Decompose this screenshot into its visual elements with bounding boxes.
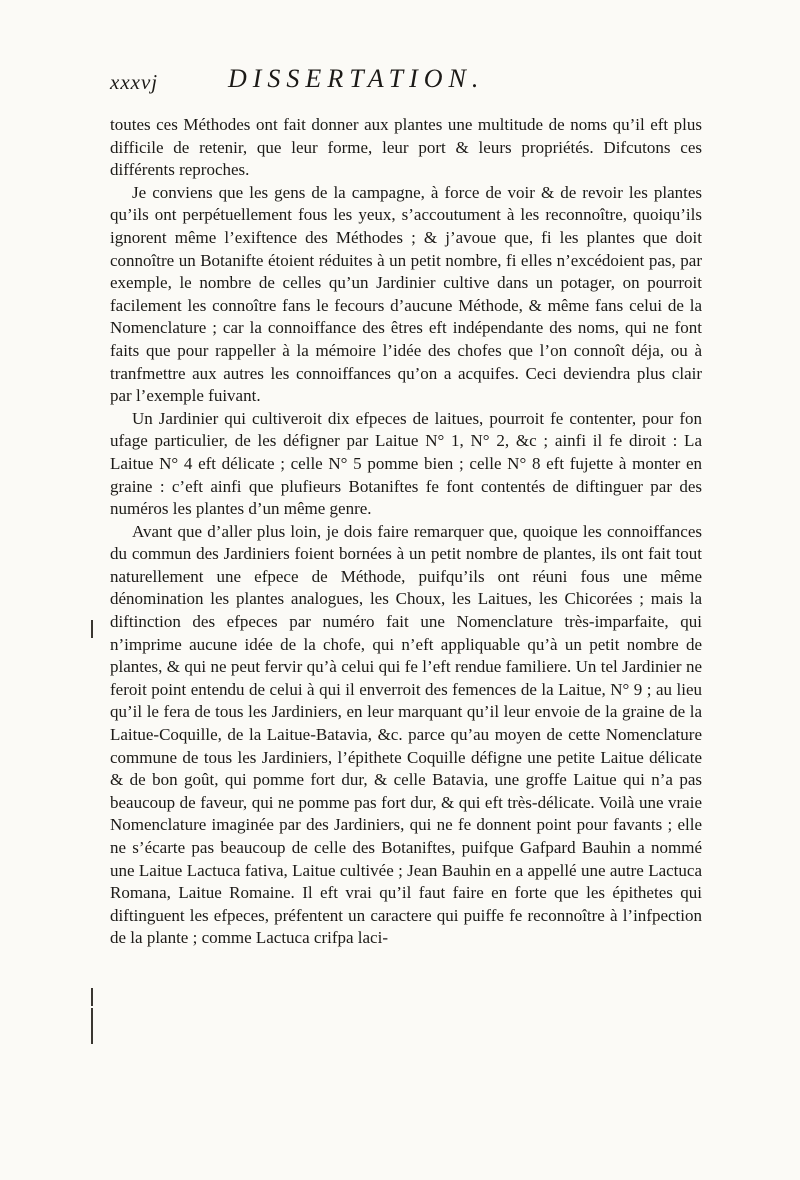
running-title: DISSERTATION. [228, 64, 485, 93]
body-text [110, 114, 702, 950]
paragraph-2: Je conviens que les gens de la campagne, à force de voir & de revoir les plantes qu’ils ont perpétuellement fous les yeux, s’accoutument à les reconnoître, quoiqu’ils ignorent même l’exiftence des Méthodes ; & j’avoue que, fi les plantes que doit connoître un Botanifte étoient réduites à un petit nombre, fi elles n’excédoient pas, par exemple, le nombre de celles qu’un Jardinier cultive dans un potager, on pourroit facilement les connoître fans le fecours d’aucune Méthode, & même fans celui de la Nomenclature ; car la connoiffance des êtres eft indépendante des noms, qui ne font faits que pour rappeller à la mémoire l’idée des chofes que l’on connoît déja, ou à tranfmettre aux autres les connoiffances qu’on a acquifes. Ceci deviendra plus clair par l’exemple fuivant. [110, 182, 702, 406]
paragraph-3: Un Jardinier qui cultiveroit dix efpeces de laitues, pourroit fe contenter, pour fon ufage particulier, de les défigner par Laitue N° 1, N° 2, &c ; ainfi il fe diroit : La Laitue N° 4 eft délicate ; celle N° 5 pomme bien ; celle N° 8 eft fujette à monter en graine : c’eft ainfi que plufieurs Botaniftes fe font contentés de diftinguer par des numéros les plantes d’un même genre. [110, 408, 702, 519]
margin-mark-1 [91, 620, 93, 638]
margin-mark-3 [91, 1008, 93, 1044]
page-header [110, 64, 700, 104]
margin-mark-2 [91, 988, 93, 1006]
page-number: xxxvj [110, 70, 159, 94]
paragraph-4: Avant que d’aller plus loin, je dois faire remarquer que, quoique les connoiffances du commun des Jardiniers foient bornées à un petit nombre de plantes, ils ont fait tout naturellement une efpece de Méthode, puifqu’ils ont réuni fous une même dénomination les plantes analogues, les Choux, les Laitues, les Chicorées ; mais la diftinction des efpeces par numéro fait une Nomenclature très-imparfaite, qui n’imprime aucune idée de la chofe, qui n’eft appliquable qu’à un petit nombre de plantes, & qui ne peut fervir qu’à celui qui fe l’eft rendue familiere. Un tel Jardinier ne feroit point entendu de celui à qui il enverroit des femences de la Laitue, N° 9 ; au lieu qu’il le fera de tous les Jardiniers, en leur marquant qu’il leur envoie de la graine de la Laitue-Coquille, de la Laitue-Batavia, &c. parce qu’au moyen de cette Nomenclature commune de tous les Jardiniers, l’épithete Coquille défigne une petite Laitue délicate & de bon goût, qui pomme fort dur, & celle Batavia, une groffe Laitue qui n’a pas beaucoup de faveur, qui ne pomme pas fort dur, & qui eft très-délicate. Voilà une vraie Nomenclature imaginée par des Jardiniers, qui ne fe donnent point pour favants ; elle ne s’écarte pas beaucoup de celle des Botaniftes, puifque Gafpard Bauhin a nommé une Laitue Lactuca fativa, Laitue cultivée ; Jean Bauhin en a appellé une autre Lactuca Romana, Laitue Romaine. Il eft vrai qu’il faut faire en forte que les épithetes qui diftinguent les efpeces, préfentent un caractere qui puiffe fe reconnoître à l’infpection de la plante ; comme Lactuca crifpa laci- [110, 521, 702, 948]
paragraph-1: toutes ces Méthodes ont fait donner aux plantes une multitude de noms qu’il eft plus difficile de retenir, que leur forme, leur port & leurs propriétés. Difcutons ces différents reproches. [110, 115, 702, 180]
